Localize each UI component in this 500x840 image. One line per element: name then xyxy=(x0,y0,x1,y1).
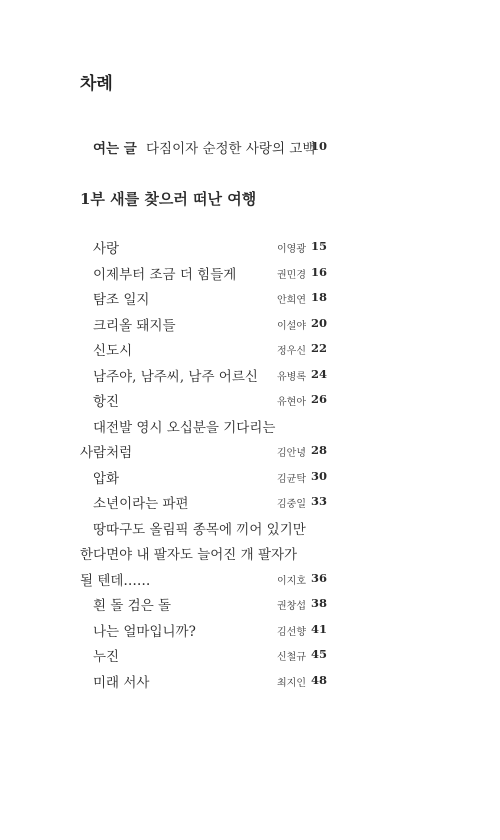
toc-entry-page: 30 xyxy=(310,468,327,483)
toc-entry-page: 33 xyxy=(310,494,327,508)
toc-entry-author: 김중일 xyxy=(277,499,306,510)
toc-entry-page: 20 xyxy=(310,315,327,330)
toc-entry-title: 땅따구도 올림픽 종목에 끼어 있기만 xyxy=(93,521,306,538)
toc-entry-page: 22 xyxy=(310,341,327,355)
toc-entry-page: 24 xyxy=(310,366,327,381)
toc-entry-title: 미래 서사 xyxy=(93,674,150,691)
toc-entry-author: 신철규 xyxy=(277,652,306,663)
toc-entry-page: 45 xyxy=(310,647,327,661)
toc-entry-author: 최지인 xyxy=(277,677,306,689)
toc-entry-title: 크리올 돼지들 xyxy=(93,317,176,334)
toc-entry-author: 유병록 xyxy=(277,371,306,383)
toc-entry-author: 안희연 xyxy=(277,295,306,306)
toc-heading: 차례 xyxy=(80,74,113,94)
toc-entry-title: 대전발 영시 오십분을 기다리는 xyxy=(93,419,276,436)
toc-entry-title: 흰 돌 검은 돌 xyxy=(93,598,172,614)
toc-entry-author: 김안녕 xyxy=(277,448,306,459)
toc-entry-title: 사람처럼 xyxy=(80,445,133,461)
toc-entry-page: 41 xyxy=(310,621,327,636)
preface-title: 다짐이자 순정한 사랑의 고백 xyxy=(146,141,316,157)
toc-entry-title: 사랑 xyxy=(93,241,120,257)
toc-entry-title: 탐조 일지 xyxy=(93,292,150,308)
toc-entry-author: 정우신 xyxy=(277,346,306,357)
preface-label: 여는 글 xyxy=(93,141,137,157)
toc-entry-page: 48 xyxy=(310,672,327,687)
toc-entry-author: 이영광 xyxy=(277,244,306,255)
toc-entry-page: 15 xyxy=(310,239,327,253)
toc-entry-title: 항진 xyxy=(93,394,120,410)
preface-page: 10 xyxy=(310,139,327,153)
toc-entry-author: 김균탁 xyxy=(277,473,306,485)
toc-entry-title: 이제부터 조금 더 힘들게 xyxy=(93,266,237,283)
toc-entry-page: 16 xyxy=(310,264,327,279)
toc-entry-page: 18 xyxy=(310,290,327,304)
toc-entry-page: 38 xyxy=(310,596,327,610)
toc-entry-page: 36 xyxy=(310,570,327,585)
toc-entry-title: 나는 얼마입니까? xyxy=(93,623,196,640)
toc-entry-title: 신도시 xyxy=(93,343,133,359)
toc-entry-title: 한다면야 내 팔자도 늘어진 개 팔자가 xyxy=(80,547,298,563)
toc-entry-title: 소년이라는 파편 xyxy=(93,496,189,512)
toc-entry-title: 압화 xyxy=(93,470,120,487)
toc-entry-title: 될 텐데…… xyxy=(80,572,151,589)
part1-title: 1부 새를 찾으러 떠난 여행 xyxy=(80,190,257,208)
toc-entry-author: 유현아 xyxy=(277,397,306,408)
toc-entry-title: 누진 xyxy=(93,649,120,665)
toc-entry-author: 이지호 xyxy=(277,575,306,587)
toc-entry-page: 28 xyxy=(310,443,327,457)
toc-entry-author: 김선향 xyxy=(277,626,306,638)
toc-entry-author: 이설야 xyxy=(277,320,306,332)
toc-entry-author: 권창섭 xyxy=(277,601,306,612)
toc-entry-title: 남주야, 남주씨, 남주 어르신 xyxy=(93,368,258,385)
toc-entry-author: 권민경 xyxy=(277,269,306,281)
toc-entry-page: 26 xyxy=(310,392,327,406)
